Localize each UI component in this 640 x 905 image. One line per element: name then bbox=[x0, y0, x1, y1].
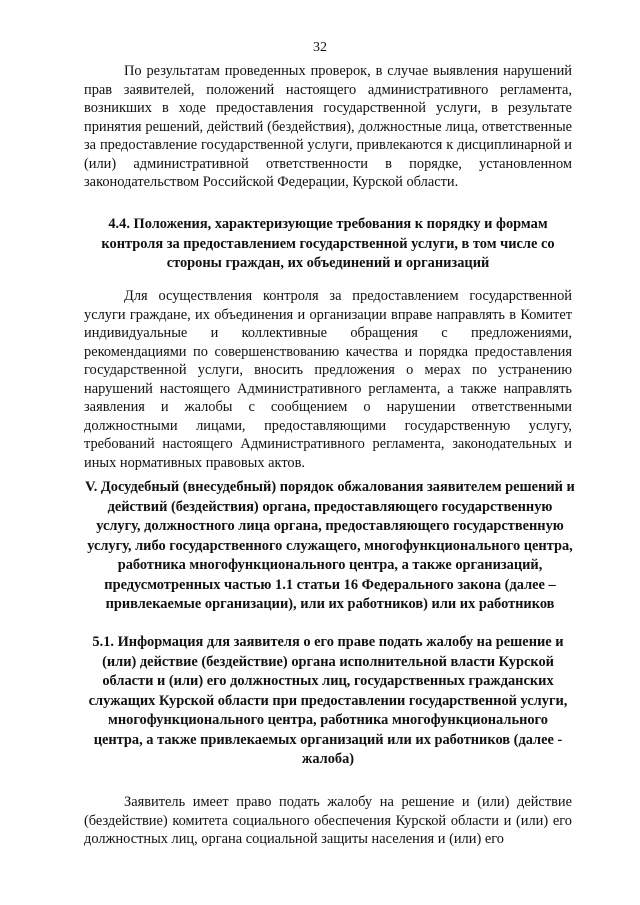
page-number: 32 bbox=[313, 40, 327, 55]
section-heading-4-4: 4.4. Положения, характеризующие требования к порядку и формам контроля за предоставлением государственной услуги, в том числе со стороны граждан, их объединений и организаций bbox=[101, 216, 555, 271]
chapter-heading-v: V. Досудебный (внесудебный) порядок обжалования заявителем решений и действий (бездействия) органа, предоставляющего государственную услугу, должностного лица органа, предоставляющего государственную услугу, либо государственного служащего, многофункционального центра, работника многофункционального центра, а также организаций, предусмотренных частью 1.1 статьи 16 Федерального закона (далее – привлекаемые организации), или их работников) или их работников bbox=[85, 479, 575, 612]
paragraph-right-to-complain: Заявитель имеет право подать жалобу на решение и (или) действие (бездействие) комитета социального обеспечения Курской области и (или) его должностных лиц, органа социальной защиты населения и (или) его bbox=[84, 794, 572, 847]
paragraph-control-by-citizens: Для осуществления контроля за предоставлением государственной услуги граждане, их объединения и организации вправе направлять в Комитет индивидуальные и коллективные обращения с предложениями, рекомендациями по совершенствованию качества и порядка предоставления государственной услуги, вносить предложения о мерах по устранению нарушений настоящего Административного регламента, а также направлять заявления и жалобы с сообщением о нарушении ответственными должностными лицами, предоставляющими государственную услугу, требований настоящего Административного регламента, законодательных и иных нормативных правовых актов. bbox=[84, 288, 572, 471]
section-heading-5-1: 5.1. Информация для заявителя о его праве подать жалобу на решение и (или) действие (бездействие) органа исполнительной власти Курской области и (или) его должностных лиц, государственных гражданских служащих Курской области при предоставлении государственной услуги, многофункционального центра, работника многофункционального центра, а также привлекаемых организаций или их работников (далее - жалоба) bbox=[88, 634, 568, 767]
paragraph-inspection-results: По результатам проведенных проверок, в случае выявления нарушений прав заявителей, положений настоящего административного регламента, возникших в ходе предоставления государственной услуги, в результате принятия решений, действий (бездействия), должностные лица, ответственные за предоставление государственной услуги, привлекаются к дисциплинарной и (или) административной ответственности в порядке, установленном законодательством Российской Федерации, Курской области. bbox=[84, 63, 572, 190]
